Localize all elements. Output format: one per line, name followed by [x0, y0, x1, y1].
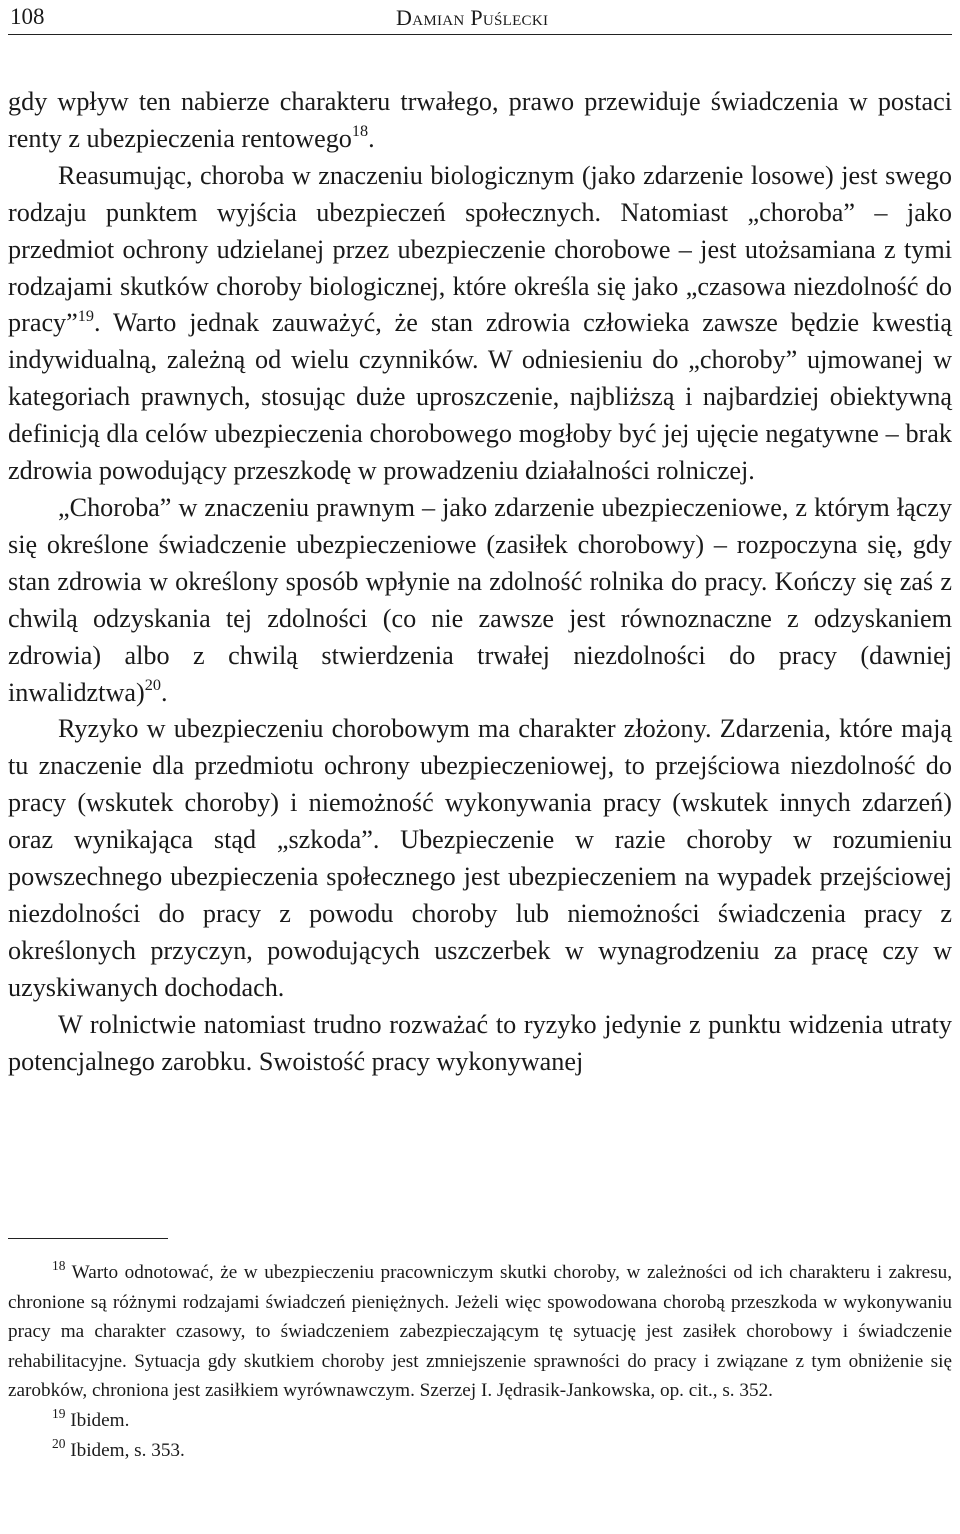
- paragraph-text: Ryzyko w ubezpieczeniu chorobowym ma charakter złożony. Zdarzenia, które mają tu znaczenie dla przedmiotu ochrony ubezpieczeniowej, to przejściowa niezdolność do pracy (wskutek choroby) i niemożność wykonywania pracy (wskutek innych zdarzeń) oraz wynikająca stąd „szkoda”. Ubezpieczenie w razie choroby w rozumieniu powszechnego ubezpieczenia społecznego jest ubezpieczeniem na wypadek przejściowej niezdolności do pracy z powodu choroby lub niemożności świadczenia pracy z określonych przyczyn, powodujących uszczerbek w wynagrodzeniu za pracę czy w uzyskiwanych dochodach.: [8, 714, 952, 1002]
- paragraph-text: Reasumując, choroba w znaczeniu biologicznym (jako zdarzenie losowe) jest swego rodzaju punktem wyjścia ubezpieczeń społecznych. Natomiast „choroba” – jako przedmiot ochrony udzielanej przez ubezpieczenie chorobowe – jest utożsamiana z tymi rodzajami skutków choroby biologicznej, które określa się jako „czasowa niezdolność do pracy”: [8, 160, 952, 338]
- footnote-text: Ibidem.: [70, 1409, 130, 1431]
- paragraph-4: [8, 711, 952, 1006]
- footnote-number: 20: [52, 1435, 66, 1451]
- footnote-reference-18[interactable]: 18: [351, 122, 369, 141]
- footnote-text: Ibidem, s. 353.: [70, 1439, 185, 1461]
- running-header: [8, 0, 952, 35]
- body-text: [8, 84, 952, 1080]
- footnote-18: [8, 1258, 952, 1406]
- paragraph-5: [8, 1007, 952, 1081]
- footnote-separator: [8, 1238, 168, 1239]
- paragraph-text: .: [160, 677, 168, 707]
- paragraph-text: . Warto jednak zauważyć, że stan zdrowia człowieka zawsze będzie kwestią indywidualną, zależną od wielu czynników. W odniesieniu do „choroby” ujmowanej w kategoriach prawnych, stosując duże uproszczenie, najbliższą i najbardziej obiektywną definicją dla celów ubezpieczenia chorobowego mogłoby być jej ujęcie negatywne – brak zdrowia powodujący przeszkodę w prowadzeniu działalności rolniczej.: [8, 308, 952, 486]
- paragraph-text: .: [368, 123, 375, 153]
- paragraph-1: [8, 84, 952, 158]
- footnotes: [8, 1258, 952, 1465]
- footnote-number: 19: [52, 1405, 66, 1421]
- footnote-text: Warto odnotować, że w ubezpieczeniu pracowniczym skutki choroby, w zależności od ich charakteru i zakresu, chronione są różnymi rodzajami świadczeń pieniężnych. Jeżeli więc spowodowana chorobą przeszkoda w wykonywaniu pracy ma charakter czasowy, to świadczeniem zabezpieczającym tę sytuację jest zasiłek chorobowy i świadczenie rehabilitacyjne. Sytuacja gdy skutkiem choroby jest zmniejszenie sprawności do pracy i związane z tym obniżenie się zarobków, chroniona jest zasiłkiem wyrównawczym. Szerzej I. Jędrasik-Jankowska, op. cit., s. 352.: [8, 1262, 952, 1402]
- footnote-19: [8, 1406, 952, 1436]
- paragraph-text: gdy wpływ ten nabierze charakteru trwałego, prawo przewiduje świadczenia w postaci renty z ubezpieczenia rentowego: [8, 87, 952, 153]
- page-number: 108: [10, 4, 45, 29]
- footnote-20: [8, 1436, 952, 1466]
- footnote-reference-19[interactable]: 19: [77, 306, 95, 325]
- footnote-reference-20[interactable]: 20: [144, 675, 161, 694]
- footnote-number: 18: [52, 1257, 66, 1273]
- paragraph-text: „Choroba” w znaczeniu prawnym – jako zdarzenie ubezpieczeniowe, z którym łączy się określone świadczenie ubezpieczeniowe (zasiłek chorobowy) – rozpoczyna się, gdy stan zdrowia w określony sposób wpłynie na zdolność rolnika do pracy. Kończy się zaś z chwilą odzyskania tej zdolności (co nie zawsze jest równoznaczne z odzyskaniem zdrowia) albo z chwilą stwierdzenia trwałej niezdolności do pracy (dawniej inwalidztwa): [8, 492, 952, 707]
- paragraph-text: W rolnictwie natomiast trudno rozważać to ryzyko jedynie z punktu widzenia utraty potencjalnego zarobku. Swoistość pracy wykonywanej: [8, 1009, 952, 1076]
- paragraph-3: [8, 490, 952, 711]
- paragraph-2: [8, 158, 952, 490]
- running-title-author: Damian Puślecki: [396, 5, 549, 30]
